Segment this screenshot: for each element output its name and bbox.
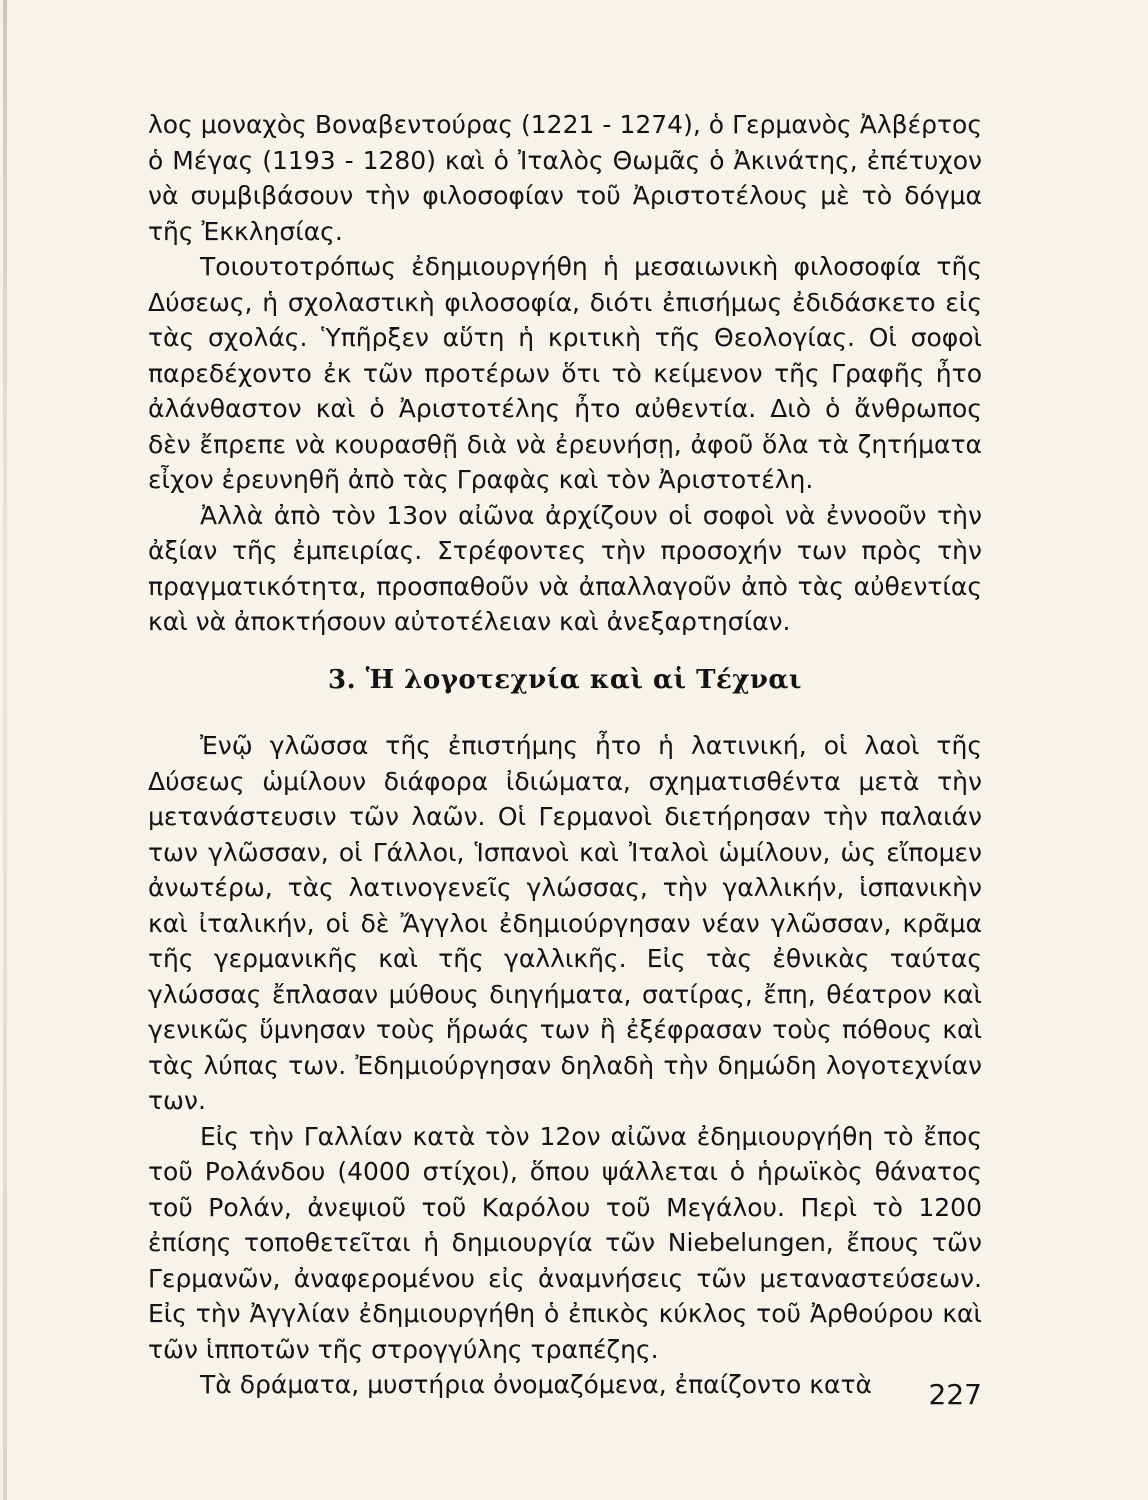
text-block-bottom <box>148 728 982 1403</box>
text-block-top <box>148 107 982 640</box>
page-number: 227 <box>928 1378 982 1411</box>
scan-edge-shadow <box>3 0 7 1500</box>
section-heading: 3. Ἡ λογοτεχνία καὶ αἱ Τέχναι <box>327 665 802 695</box>
paragraph: λος μοναχὸς Βοναβεντούρας (1221 - 1274), ὁ Γερμανὸς Ἀλβέρτος ὁ Μέγας (1193 - 1280) καὶ ὁ Ἰταλὸς Θωμᾶς ὁ Ἀκινάτης, ἐπέτυχον νὰ συμβιβάσουν τὴν φιλοσοφίαν τοῦ Ἀριστοτέλους μὲ τὸ δόγμα τῆς Ἐκκλησίας. <box>148 110 982 246</box>
paragraph: Τοιουτοτρόπως ἐδημιουργήθη ἡ μεσαιωνικὴ φιλοσοφία τῆς Δύσεως, ἡ σχολαστικὴ φιλοσοφία, διότι ἐπισήμως ἐδιδάσκετο εἰς τὰς σχολάς. Ὑπῆρξεν αὕτη ἡ κριτικὴ τῆς Θεολογίας. Οἱ σοφοὶ παρεδέχοντο ἐκ τῶν προτέρων ὅτι τὸ κείμενον τῆς Γραφῆς ἦτο ἀλάνθαστον καὶ ὁ Ἀριστοτέλης ἦτο αὐθεντία. Διὸ ὁ ἄνθρωπος δὲν ἔπρεπε νὰ κουρασθῇ διὰ νὰ ἐρευνήσῃ, ἀφοῦ ὅλα τὰ ζητήματα εἶχον ἐρευνηθῆ ἀπὸ τὰς Γραφὰς καὶ τὸν Ἀριστοτέλη. <box>148 252 982 494</box>
paragraph: Ἀλλὰ ἀπὸ τὸν 13ον αἰῶνα ἀρχίζουν οἱ σοφοὶ νὰ ἐννοοῦν τὴν ἀξίαν τῆς ἐμπειρίας. Στρέφοντες τὴν προσοχήν των πρὸς τὴν πραγματικότητα, προσπαθοῦν νὰ ἀπαλλαγοῦν ἀπὸ τὰς αὐθεντίας καὶ νὰ ἀποκτήσουν αὐτοτέλειαν καὶ ἀνεξαρτησίαν. <box>148 500 982 636</box>
paragraph: Τὰ δράματα, μυστήρια ὀνομαζόμενα, ἐπαίζοντο κατὰ <box>200 1370 873 1399</box>
paragraph: Ἐνῷ γλῶσσα τῆς ἐπιστήμης ἦτο ἡ λατινική, οἱ λαοὶ τῆς Δύσεως ὡμίλουν διάφορα ἰδιώματα, σχηματισθέντα μετὰ τὴν μετανάστευσιν τῶν λαῶν. Οἱ Γερμανοὶ διετήρησαν τὴν παλαιάν των γλῶσσαν, οἱ Γάλλοι, Ἱσπανοὶ καὶ Ἰταλοὶ ὡμίλουν, ὡς εἴπομεν ἀνωτέρω, τὰς λατινογενεῖς γλώσσας, τὴν γαλλικήν, ἱσπανικὴν καὶ ἰταλικήν, οἱ δὲ Ἄγγλοι ἐδημιούργησαν νέαν γλῶσσαν, κρᾶμα τῆς γερμανικῆς καὶ τῆς γαλλικῆς. Εἰς τὰς ἐθνικὰς ταύτας γλώσσας ἔπλασαν μύθους διηγήματα, σατίρας, ἔπη, θέατρον καὶ γενικῶς ὕμνησαν τοὺς ἥρωάς των ἢ ἐξέφρασαν τοὺς πόθους καὶ τὰς λύπας των. Ἐδημιούργησαν δηλαδὴ τὴν δημώδη λογοτεχνίαν των. <box>148 731 982 1115</box>
paragraph: Εἰς τὴν Γαλλίαν κατὰ τὸν 12ον αἰῶνα ἐδημιουργήθη τὸ ἔπος τοῦ Ρολάνδου (4000 στίχοι), ὅπου ψάλλεται ὁ ἡρωϊκὸς θάνατος τοῦ Ρολάν, ἀνεψιοῦ τοῦ Καρόλου τοῦ Μεγάλου. Περὶ τὸ 1200 ἐπίσης τοποθετεῖται ἡ δημιουργία τῶν Niebelungen, ἔπους τῶν Γερμανῶν, ἀναφερομένου εἰς ἀναμνήσεις τῶν μεταναστεύσεων. Εἰς τὴν Ἀγγλίαν ἐδημιουργήθη ὁ ἐπικὸς κύκλος τοῦ Ἀρθούρου καὶ τῶν ἱπποτῶν τῆς στρογγύλης τραπέζης. <box>148 1121 982 1364</box>
